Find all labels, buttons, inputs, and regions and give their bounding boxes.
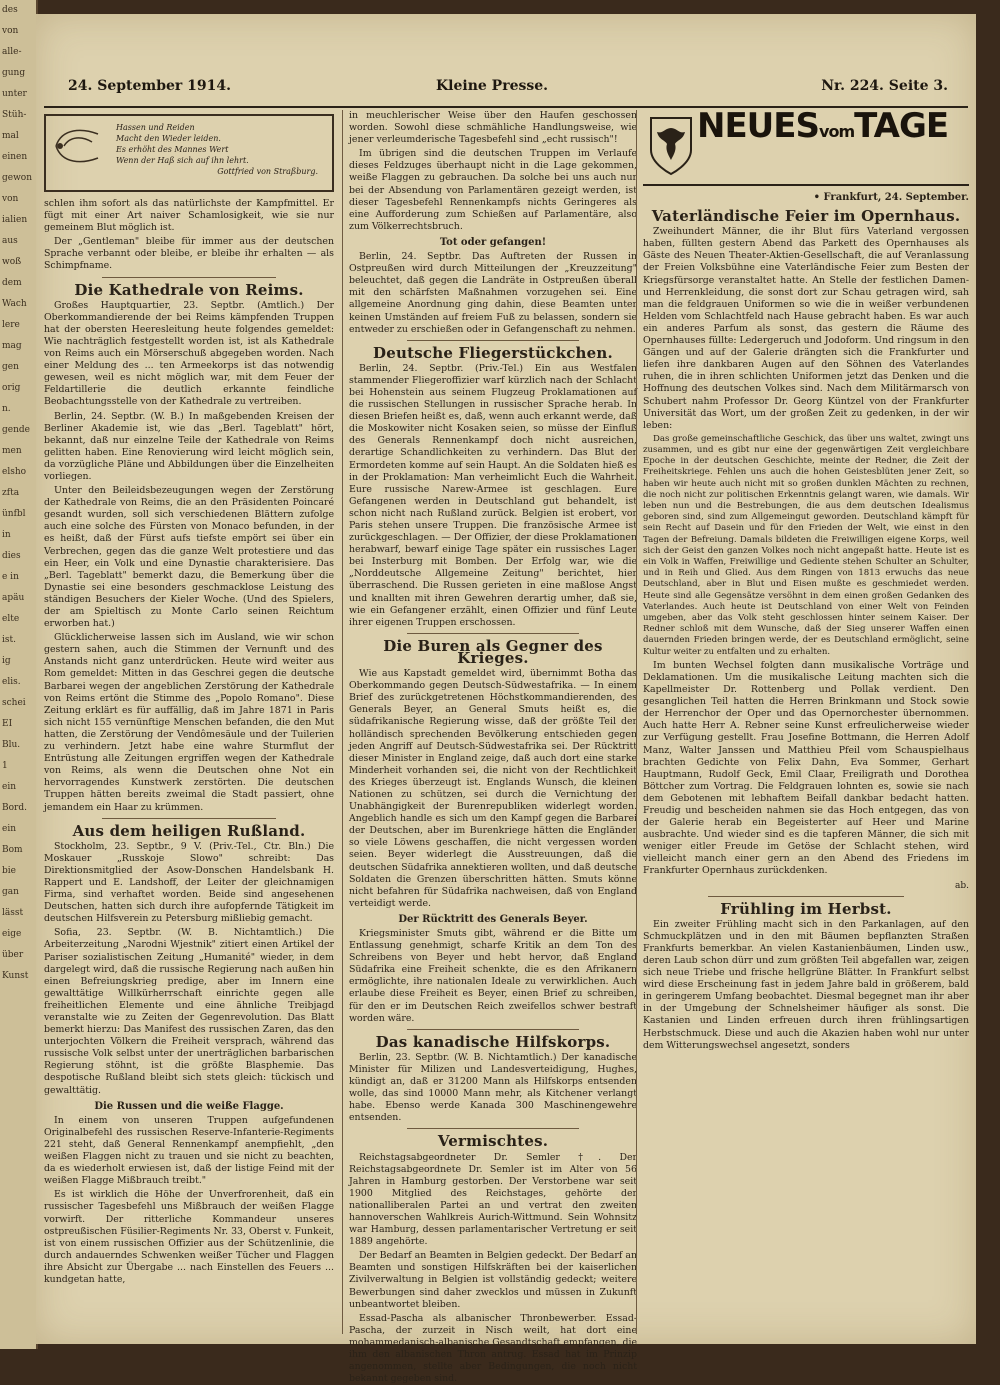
separator xyxy=(407,633,580,634)
prev-page-fragment: dies xyxy=(2,551,21,561)
paragraph: Der Bedarf an Beamten in Belgien gedeckt. Der Bedarf an Beamten und sonstigen Hilfskräften bei der kaiserlichen Zivilverwaltung in Belgien ist vollständig gedeckt; weitere Bewerbungen sind daher zwecklos und müssen in Zukunft unbeantwortet bleiben. xyxy=(349,1250,637,1310)
prev-page-fragment: zfta xyxy=(2,488,20,498)
prev-page-fragment: n. xyxy=(2,404,11,414)
paragraph: Berlin, 23. Septbr. (W. B. Nichtamtlich.) Der kanadische Minister für Milizen und Landesverteidigung, Hughes, kündigt an, daß er 31200 Mann als Hilfskorps entsenden wolle, das sind 10000 Mann mehr, als Kitchener verlangt habe. Ebenso werde Kanada 300 Maschinengewehre entsenden. xyxy=(349,1051,637,1124)
quote-line: Es erhöht des Mannes Wert xyxy=(116,145,229,154)
paragraph: Das große gemeinschaftliche Geschick, das über uns waltet, zwingt uns zusammen, und es gibt nur eine der gegenwärtigen Zeit vergleichbare Epoche in der deutschen Geschichte, meinte der Redner, die Zeit der Freiheitskriege. Fehlen uns auch die hohen Geistesblüten jener Zeit, so haben wir heute auch nicht mit so großen dunklen Mächten zu rechnen, die noch nicht zur politischen Erkenntnis gelangt waren, wie damals. Wir leben nun und die Bestrebungen, die aus dem deutschen Idealismus geboren sind, sind zum Allgemeingut geworden. Deutschland kämpft für sein Recht auf Dasein und für den Frieden der Welt, wie einst in den Tagen der Befreiung. Damals bildeten die Freiwilligen eigene Korps, weil sich der Geist den ganzen Volkes noch nicht angepaßt hatte. Heute ist es ein Volk in Waffen, Freiwillige und Gediente stehen Schulter an Schulter, und in Reih und Glied. Aus dem Ringen von 1813 erwuchs das neue Deutschland, aber in Blut und Eisen mußte es geschmiedet werden. Heute sind alle Gegensätze versöhnt in dem einen großen Gedanken des Vaterlandes. Auch heute ist Deutschland von einer Welt von Feinden umgeben, aber das Volk steht geschlossen hinter seinem Kaiser. Der Redner schloß mit dem Wunsche, daß der Sieg unserer Waffen einen dauernden Frieden bringen werde, der es Deutschland ermöglicht, seine Kultur weiter zu entfalten und zu erhalten. xyxy=(643,433,969,657)
prev-page-fragment: mal xyxy=(2,131,19,141)
ornament-icon xyxy=(52,124,102,168)
quote-box xyxy=(44,114,334,192)
prev-page-fragment: ein xyxy=(2,782,17,792)
prev-page-fragment: ein xyxy=(2,824,17,834)
subheadline-beyer: Der Rücktritt des Generals Beyer. xyxy=(398,913,588,925)
prev-page-fragment: EI xyxy=(2,719,13,729)
headline-flieger: Deutsche Fliegerstückchen. xyxy=(373,343,613,362)
prev-page-fragment: von xyxy=(2,194,19,204)
prev-page-fragment: woß xyxy=(2,257,22,267)
paragraph: Im übrigen sind die deutschen Truppen im Verlaufe dieses Feldzuges überhaupt nicht in die Lage gekommen, weiße Flaggen zu gebrauchen. Da solche bei uns auch nur bei der Absendung von Parlamentären gezeigt werden, ist dieser Tagesbefehl Rennenkampfs nichts Geringeres als eine Aufforderung zum Schießen auf Parlamentäre, also zum Völkerrechtsbruch. xyxy=(349,148,637,232)
paragraph: Großes Hauptquartier, 23. Septbr. (Amtlich.) Der Oberkommandierende der bei Reims kämpfenden Truppen hat der obersten Heeresleitung heute folgendes gemeldet: Wie nachträglich festgestellt worden ist, ist als Kathedrale von Reims auch ein Mörserschuß abgegeben worden. Nach einer Meldung des ... ten Armeekorps ist das notwendig gewesen, weil es nicht möglich war, mit dem Feuer der Feldartillerie die deutlich erkannte feindliche Beobachtungsstelle von der Kathedrale zu vertreiben. xyxy=(44,299,334,408)
prev-page-fragment: gan xyxy=(2,887,19,897)
paragraph: Kriegsminister Smuts gibt, während er die Bitte um Entlassung genehmigt, scharfe Kritik an dem Ton des Schreibens von Beyer und hebt hervor, daß England Südafrika eine Freiheit schenkte, die es den Afrikanern ermöglichte, ihre nationalen Ideale zu verwirklichen. Auch erlaube diese Freiheit es Beyer, einen Brief zu schreiben, für den er im Deutschen Reich zweifellos schwer bestraft worden wäre. xyxy=(349,928,637,1024)
masthead-neues-vom-tage xyxy=(643,106,969,186)
paragraph: Berlin, 24. Septbr. (W. B.) In maßgebenden Kreisen der Berliner Akademie ist, wie das „Berl. Tageblatt" hört, bekannt, daß nur einzelne Teile der Kathedrale von Reims gelitten haben. Eine Renovierung wird leicht möglich sein, da vorzügliche Pläne und Abbildungen über die Einzelheiten vorliegen. xyxy=(44,410,334,482)
quote-author: Gottfried von Straßburg. xyxy=(217,167,318,176)
prev-page-fragment: orig xyxy=(2,383,21,393)
prev-page-fragment: e in xyxy=(2,572,19,582)
column-2 xyxy=(342,110,638,1385)
prev-page-fragment: Wach xyxy=(2,299,27,309)
paragraph: Zweihundert Männer, die ihr Blut fürs Vaterland vergossen haben, füllten gestern Abend das Parkett des Opernhauses als Gäste des Neuen Theater-Aktien-Gesellschaft, die auf Veranlassung der Freien Volksbühne eine Vaterländische Feier zum Besten der Kriegsfürsorge veranstaltet hatte. An Stelle der festlichen Damen- und Herrenkleidung, die sonst dort zur Schau getragen wird, sah man die feldgrauen Uniformen so wie die in weißer verbundenen Helden vom Schlachtfeld nach Hause gebracht haben. Es war auch ein anderes Parfum als sonst, das gestern die Räume des Opernhauses füllte: Ledergeruch und Jodoform. Und ringsum in den Gängen und auf der Galerie drängten sich die Frankfurter und liefen ihre dankbaren Augen auf den Söhnen des Vaterlandes ruhen, die in ihren schlichten Uniformen jetzt das Denken und die Hoffnung des deutschen Volkes sind. Nach dem Militärmarsch von Schubert nahm Professor Dr. Georg Küntzel von der Frankfurter Universität das Wort, um der großen Zeit zu gedenken, in der wir leben: xyxy=(643,226,969,431)
prev-page-fragment: Bord. xyxy=(2,803,27,813)
prev-page-fragment: Blu. xyxy=(2,740,21,750)
prev-page-fragment: über xyxy=(2,950,24,960)
headline-feier: Vaterländische Feier im Opernhaus. xyxy=(651,207,961,226)
header-rule xyxy=(44,106,968,108)
column-3 xyxy=(636,106,969,1334)
header-date: 24. September 1914. xyxy=(68,78,232,94)
paragraph: Glücklicherweise lassen sich im Ausland, wie wir schon gestern sahen, auch die Stimmen der Vernunft und des Anstands nicht ganz unterdrücken. Heute wird weiter aus Rom gemeldet: Mitten in das Geschrei gegen die deutsche Barbarei wegen der angeblichen Zerstörung der Kathedrale von Reims ertönt die Stimme des „Popolo Romano". Diese Zeitung erklärt es für auffällig, daß im Jahre 1871 in Paris sich nicht 155 vernünftige Menschen befanden, die den Mut hatten, die Zerstörung der Vendômesäule und der Tuilerien zu verhindern. Jetzt habe eine wahre Sturmflut der Entrüstung alle Zeitungen ergriffen wegen der Kathedrale von Reims, als wenn die Deutschen ohne Not ein hervorragendes Kunstwerk zerstörten. Die deutschen Truppen hätten bereits zweimal die Stadt passiert, ohne jemandem ein Haar zu krümmen. xyxy=(44,632,334,813)
paragraph: In einem von unseren Truppen aufgefundenen Originalbefehl des russischen Reserve-Infanterie-Regiments 221 steht, daß General Rennenkampf anempfiehlt, „den weißen Flaggen nicht zu trauen und sie nicht zu beachten, da es wiederholt erwiesen ist, daß der listige Feind mit der weißen Flagge Mißbrauch treibt." xyxy=(44,1114,334,1187)
prev-page-fragment: des xyxy=(2,5,18,15)
prev-page-fragment: eige xyxy=(2,929,22,939)
eagle-crest-icon xyxy=(647,114,695,176)
prev-page-fragment: mag xyxy=(2,341,22,351)
newspaper-page xyxy=(36,14,976,1385)
masthead-word: TAGE xyxy=(854,106,949,146)
paragraph: Wie aus Kapstadt gemeldet wird, übernimmt Botha das Oberkommando gegen Deutsch-Südwestafrika. — In einem Brief des zurückgetretenen Höchstkommandierenden, des Generals Beyer, an General Smuts heißt es, die südafrikanische Regierung wisse, daß der größte Teil der holländisch sprechenden Bevölkerung entschieden gegen jeden Angriff auf Deutsch-Südwestafrika sei. Der Rücktritt dieser Minister in England zeige, daß auch dort eine starke Minderheit vorhanden sei, die nicht von der Rechtlichkeit des Krieges überzeugt ist. Englands Wunsch, die kleinen Nationen zu schützen, sei durch die Vernichtung der Unabhängigkeit der Burenrepubliken widerlegt worden. Angeblich handle es sich um den Kampf gegen die Barbarei der Deutschen, aber im Burenkriege hätten die Engländer so viele Löwens geschaffen, die nicht vergessen worden seien. Beyer widerlegt die Ausstreuungen, daß die deutschen Südafrika annektieren wollten, und daß deutsche Soldaten die Grenzen überschritten hätten. Smuts könne nicht befahren für Südafrika nachweisen, daß von England verteidigt werde. xyxy=(349,668,637,909)
prev-page-fragment: lere xyxy=(2,320,20,330)
page-header xyxy=(68,78,948,104)
paragraph: Stockholm, 23. Septbr., 9 V. (Priv.-Tel., Ctr. Bln.) Die Moskauer „Russkoje Slowo" schreibt: Das Direktionsmitglied der Asow-Donschen Handelsbank H. Rappert und E. Landshoff, der Leiter der gleichnamigen Firma, sind verhaftet worden. Beide sind angesehenen Deutschen, hatten sich durch ihre aufopfernde Tätigkeit im deutschen Hilfsverein zu Petersburg mißliebig gemacht. xyxy=(44,840,334,925)
paragraph: Berlin, 24. Septbr. Das Auftreten der Russen in Ostpreußen wird durch Mitteilungen der „Kreuzzeitung" beleuchtet, daß gegen die Landräte in Ostpreußen überall mit den schärfsten Maßnahmen vorzugehen sei. Eine allgemeine Anordnung ging dahin, diese Beamten unter keinen Umständen auf freiem Fuß zu belassen, sondern sie entweder zu erschießen oder in Gefangenschaft zu nehmen. xyxy=(349,251,637,335)
previous-page-edge xyxy=(0,0,38,1349)
prev-page-fragment: 1 xyxy=(2,761,8,771)
prev-page-fragment: Stüh- xyxy=(2,110,27,120)
prev-page-fragment: apäu xyxy=(2,593,25,603)
prev-page-fragment: bie xyxy=(2,866,16,876)
separator xyxy=(708,896,904,897)
headline-fruehling: Frühling im Herbst. xyxy=(720,899,892,918)
headline-russland: Aus dem heiligen Rußland. xyxy=(72,821,306,840)
paragraph: in meuchlerischer Weise über den Haufen geschossen worden. Sowohl diese schmähliche Handlungsweise, wie jener verleumderische Tagesbefehl sind „echt russisch"! xyxy=(349,110,637,146)
headline-buren: Die Buren als Gegner des Krieges. xyxy=(383,636,603,667)
prev-page-fragment: elis. xyxy=(2,677,21,687)
prev-page-fragment: in xyxy=(2,530,11,540)
prev-page-fragment: gende xyxy=(2,425,30,435)
prev-page-fragment: gung xyxy=(2,68,26,78)
separator xyxy=(102,277,276,278)
paragraph: Es ist wirklich die Höhe der Unverfrorenheit, daß ein russischer Tagesbefehl uns Mißbrauch der weißen Flagge vorwirft. Der ritterliche Kommandeur unseres ostpreußischen Füsilier-Regiments Nr. 33, Oberst v. Funkeit, ist von einem russischen Offizier aus der Schützenlinie, die durch andauerndes Schwenken weißer Tücher und Flaggen ihre Absicht zur Übergabe ... nach Einstellen des Feuers ... kundgetan hatte, xyxy=(44,1189,334,1285)
quote-line: Wenn der Haß sich auf ihn lehrt. xyxy=(116,156,249,165)
paragraph: Der „Gentleman" bleibe für immer aus der deutschen Sprache verbannt oder bleibe, er bleibe ihr erhalten — als Schimpfname. xyxy=(44,236,334,272)
paragraph: Reichstagsabgeordneter Dr. Semler †. Der Reichstagsabgeordnete Dr. Semler ist im Alter von 56 Jahren in Hamburg gestorben. Der Verstorbene war seit 1900 Mitglied des Reichstages, gehörte der nationalliberalen Partei an und vertrat den zweiten hannoverschen Wahlkreis Aurich-Wittmund. Sein Wohnsitz war Hamburg, dessen parlamentarischer Vertretung er seit 1889 angehörte. xyxy=(349,1151,637,1248)
separator xyxy=(407,1128,580,1129)
quote-line: Macht den Wieder leiden. xyxy=(116,134,221,143)
column-1 xyxy=(44,110,334,1334)
prev-page-fragment: gewon xyxy=(2,173,33,183)
masthead-word: NEUES xyxy=(697,106,820,146)
prev-page-fragment: ünfbl xyxy=(2,509,26,519)
prev-page-fragment: Bom xyxy=(2,845,23,855)
separator xyxy=(407,340,580,341)
paragraph: Unter den Beileidsbezeugungen wegen der Zerstörung der Kathedrale von Reims, die an den Präsidenten Poincaré gesandt wurden, soll sich verschiedenen Blättern zufolge auch eine solche des Fürsten von Monaco befunden, in der es heißt, daß der Fürst aufs tiefste empört sei über ein Verbrechen, gegen das die ganze Welt protestiere und das ein Heer, ein Volk und eine Dynastie charakterisiere. Das „Berl. Tageblatt" bemerkt dazu, die Bemerkung über die Dynastie sei eine besonders geschmacklose Leistung des ständigen Besuchers der Kieler Woche. (Und des Spielers, der am Spieltisch zu Monte Carlo seinen Reichtum erworben hat.) xyxy=(44,485,334,630)
masthead-word: vom xyxy=(819,122,855,141)
prev-page-fragment: ist. xyxy=(2,635,16,645)
headline-vermischtes: Vermischtes. xyxy=(437,1132,549,1151)
signature: ab. xyxy=(955,880,969,891)
separator xyxy=(102,818,276,819)
prev-page-fragment: lässt xyxy=(2,908,24,918)
header-issue: Nr. 224. Seite 3. xyxy=(821,78,948,94)
prev-page-fragment: unter xyxy=(2,89,27,99)
separator xyxy=(407,1029,580,1030)
subheadline-tot: Tot oder gefangen! xyxy=(439,236,547,248)
paragraph: Ein zweiter Frühling macht sich in den Parkanlagen, auf den Schmuckplätzen und in den mit Bäumen bepflanzten Straßen Frankfurts bemerkbar. An vielen Kastanienbäumen, Linden usw., deren Laub schon dürr und zum größten Teil abgefallen war, zeigen sich neue Triebe und frische hellgrüne Blätter. In Frankfurt selbst wird diese Erscheinung fast in jedem Jahre bald in größerem, bald in geringerem Umfang beobachtet. Diesmal begegnet man ihr aber in der Umgebung der Schnelsheimer häufiger als sonst. Die Kastanien und Linden erfreuen durch ihren frühlingsartigen Herbstschmuck. Diese und auch die Akazien haben wohl nur unter dem Witterungswechsel angesetzt, sonders xyxy=(643,918,969,1051)
prev-page-fragment: ig xyxy=(2,656,11,666)
subheadline-flagge: Die Russen und die weiße Flagge. xyxy=(94,1100,284,1112)
prev-page-fragment: elte xyxy=(2,614,20,624)
paragraph: Berlin, 24. Septbr. (Priv.-Tel.) Ein aus Westfalen stammender Fliegeroffizier warf kürzlich nach der Schlacht bei Hohenstein aus seinem Flugzeug Proklamationen auf die russischen Stellungen in russischer Sprache herab. In diesen Briefen heißt es, daß, wenn auch erkannt werde, daß die Moskowiter nicht Kosaken seien, so müsse der Einfluß des Generals Rennenkampf doch nicht ausreichen, derartige Schandlichkeiten zu verhindern. Das Blut der Ermordeten komme auf sein Haupt. An die Soldaten hieß es in der Proklamation: Man verheimlicht Euch die Wahrheit. Eure russische Narew-Armee ist geschlagen. Eure Gefangenen werden in Deutschland gut behandelt, ist schon nicht nach Rußland zurück. Belgien ist erobert, vor Paris stehen unsere Truppen. Die französische Armee ist zurückgeschlagen. — Der Offizier, der diese Proklamationen herabwarf, bewarf einige Tage später ein russisches Lager bei Insterburg mit Bomben. Der Erfolg war, wie die „Norddeutsche Allgemeine Zeitung" berichtet, hier überraschend. Die Russen gerieten in eine maßlose Angst und knallten mit ihren Gewehren derartig umher, daß sie, wie ein Gefangener erzählt, einen Offizier und fünf Leute ihrer eigenen Truppen erschossen. xyxy=(349,362,637,628)
masthead-title xyxy=(697,106,949,146)
prev-page-fragment: elsho xyxy=(2,467,27,477)
prev-page-fragment: men xyxy=(2,446,22,456)
dateline: • Frankfurt, 24. September. xyxy=(813,192,969,203)
paragraph: schlen ihm sofort als das natürlichste der Kampfmittel. Er fügt mit einer Art naiver Schamlosigkeit, wie sie nur gemeinem Blut möglich ist. xyxy=(44,198,334,234)
prev-page-fragment: ialien xyxy=(2,215,28,225)
paragraph: Im bunten Wechsel folgten dann musikalische Vorträge und Deklamationen. Um die musikalische Leitung machten sich die Kapellmeister Dr. Rottenberg und Pollak verdient. Den gesanglichen Teil hatten die Herren Brinkmann und Stock sowie der Herrenchor der Oper und das Opernorchester übernommen. Auch hatte Herr A. Rebner seine Kunst erfreulicherweise wieder zur Verfügung gestellt. Frau Josefine Bottmann, die Herren Adolf Manz, Walter Janssen und Matthieu Pfeil vom Schauspielhaus brachten Gedichte von Felix Dahn, Eva Sommer, Gerhart Hauptmann, Rudolf Geck, Emil Claar, Freiligrath und Dorothea Böttcher zum Vortrag. Die Feldgrauen lohnten es, sowie sie nach dem Gebotenen mit lebhaftem Beifall dankbar bedacht hatten. Freudig und bescheiden nahmen sie das Hoch entgegen, das von der Galerie herab ein Begeisterter auf Heer und Marine ausbrachte. Und wieder sind es die tapferen Männer, die sich mit weniger eitler Freude im Getöse der Schlacht stehen, wird vielleicht manch einer gern an den Abend des Friedens im Frankfurter Opernhaus zurückdenken. xyxy=(643,659,969,877)
paragraph: Sofia, 23. Septbr. (W. B. Nichtamtlich.) Die Arbeiterzeitung „Narodni Wjestnik" zitiert einen Artikel der Pariser sozialistischen Zeitung „Humanité" wieder, in dem dargelegt wird, daß die russische Regierung nach außen hin einen Befreiungskrieg predige, aber im Innern eine gewalttätige Willkürherrschaft einrichte gegen alle freiheitlichen Elemente und eine ähnliche Treibjagd veranstalte wie zu Zeiten der Gegenrevolution. Das Blatt bemerkt hierzu: Das Manifest des russischen Zaren, das den unterjochten Völkern die Freiheit versprach, während das russische Volk selbst unter der unerträglichen barbarischen Regierung stöhnt, ist die größte Blasphemie. Das despotische Rußland bleibt sich stets gleich: tückisch und gewalttätig. xyxy=(44,927,334,1096)
quote-line: Hassen und Reiden xyxy=(116,123,195,132)
prev-page-fragment: Kunst xyxy=(2,971,29,981)
prev-page-fragment: aus xyxy=(2,236,18,246)
prev-page-fragment: einen xyxy=(2,152,28,162)
prev-page-fragment: gen xyxy=(2,362,19,372)
headline-kanada: Das kanadische Hilfskorps. xyxy=(375,1032,611,1051)
paragraph: Essad-Pascha als albanischer Thronbewerber. Essad-Pascha, der zurzeit in Nisch weilt, hat dort eine mohammedanisch-albanische Gesandtschaft empfangen, die ihm den albanischen Thron antrug. Essad hat im Prinzip angenommen, stellte aber Bedingungen, die noch nicht bekannt gegeben sind. xyxy=(349,1312,638,1385)
prev-page-fragment: schei xyxy=(2,698,26,708)
headline-reims: Die Kathedrale von Reims. xyxy=(74,280,304,299)
prev-page-fragment: dem xyxy=(2,278,22,288)
header-paper-name: Kleine Presse. xyxy=(436,78,549,94)
prev-page-fragment: von xyxy=(2,26,19,36)
prev-page-fragment: alle- xyxy=(2,47,22,57)
